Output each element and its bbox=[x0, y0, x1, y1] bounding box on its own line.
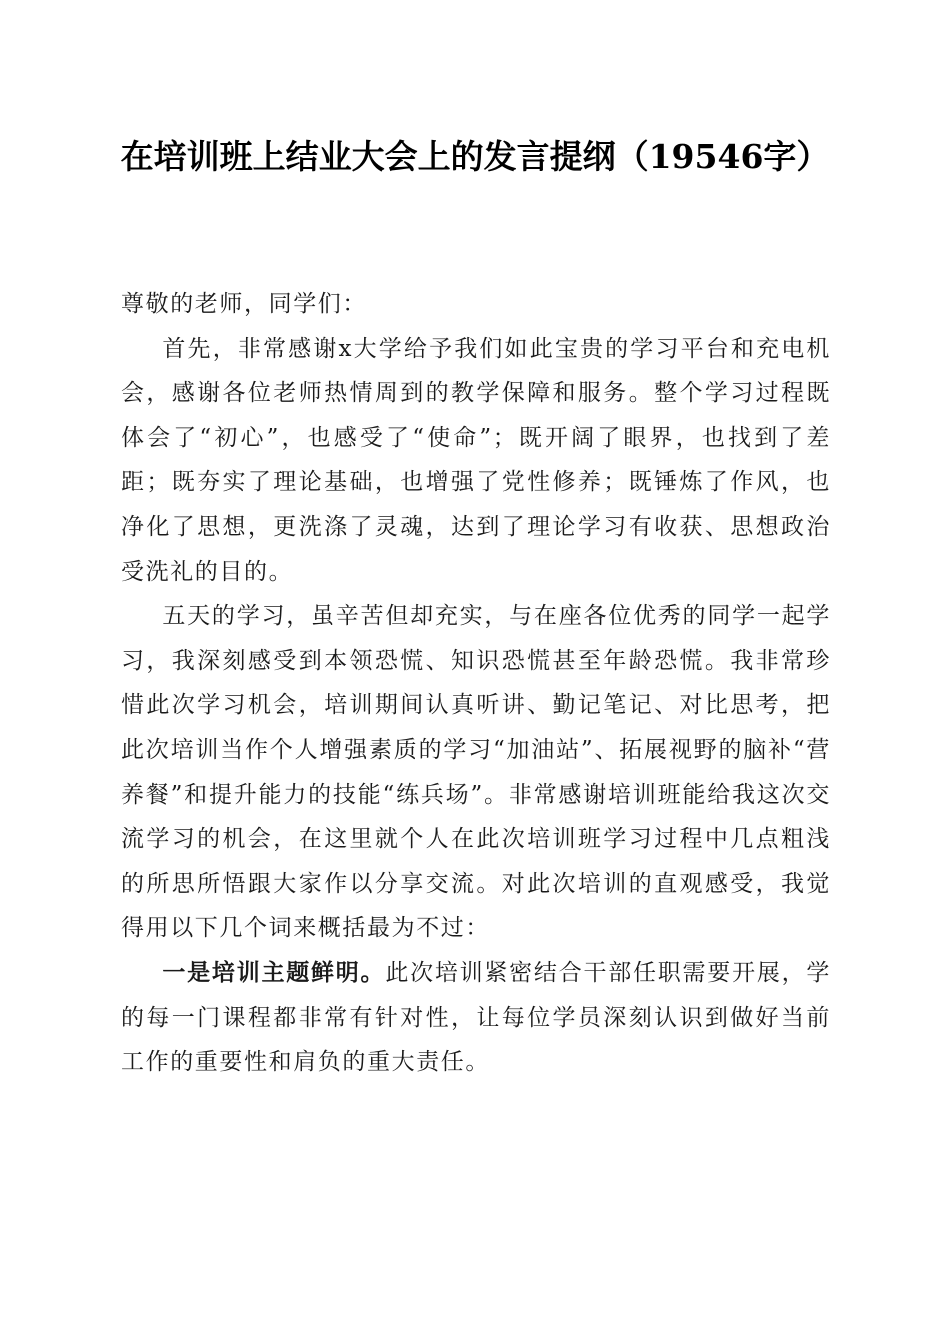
paragraph-3 bbox=[121, 951, 831, 1085]
paragraph-2-text: 五天的学习，虽辛苦但却充实，与在座各位优秀的同学一起学习，我深刻感受到本领恐慌、知识恐慌甚至年龄恐慌。我非常珍惜此次学习机会，培训期间认真听讲、勤记笔记、对比思考，把此次培训当作个人增强素质的学习“加油站”、拓展视野的脑补“营养餐”和提升能力的技能“练兵场”。非常感谢培训班能给我这次交流学习的机会，在这里就个人在此次培训班学习过程中几点粗浅的所思所悟跟大家作以分享交流。对此次培训的直观感受，我觉得用以下几个词来概括最为不过： bbox=[121, 603, 831, 942]
paragraph-1 bbox=[121, 327, 831, 595]
document-body bbox=[121, 282, 831, 1085]
salutation: 尊敬的老师，同学们： bbox=[121, 291, 367, 317]
paragraph-3-lead: 一是培训主题鲜明。 bbox=[162, 958, 386, 986]
paragraph-2 bbox=[121, 594, 831, 951]
document-title: 在培训班上结业大会上的发言提纲（19546字） bbox=[120, 137, 830, 176]
paragraph-1-text: 首先，非常感谢x大学给予我们如此宝贵的学习平台和充电机会，感谢各位老师热情周到的教学保障和服务。整个学习过程既体会了“初心”，也感受了“使命”；既开阔了眼界，也找到了差距；既夯实了理论基础，也增强了党性修养；既锤炼了作风，也净化了思想，更洗涤了灵魂，达到了理论学习有收获、思想政治受洗礼的目的。 bbox=[121, 335, 831, 585]
paragraph-3-text: 此次培训紧密结合干部任职需要开展，学的每一门课程都非常有针对性，让每位学员深刻认识到做好当前工作的重要性和肩负的重大责任。 bbox=[121, 959, 831, 1076]
